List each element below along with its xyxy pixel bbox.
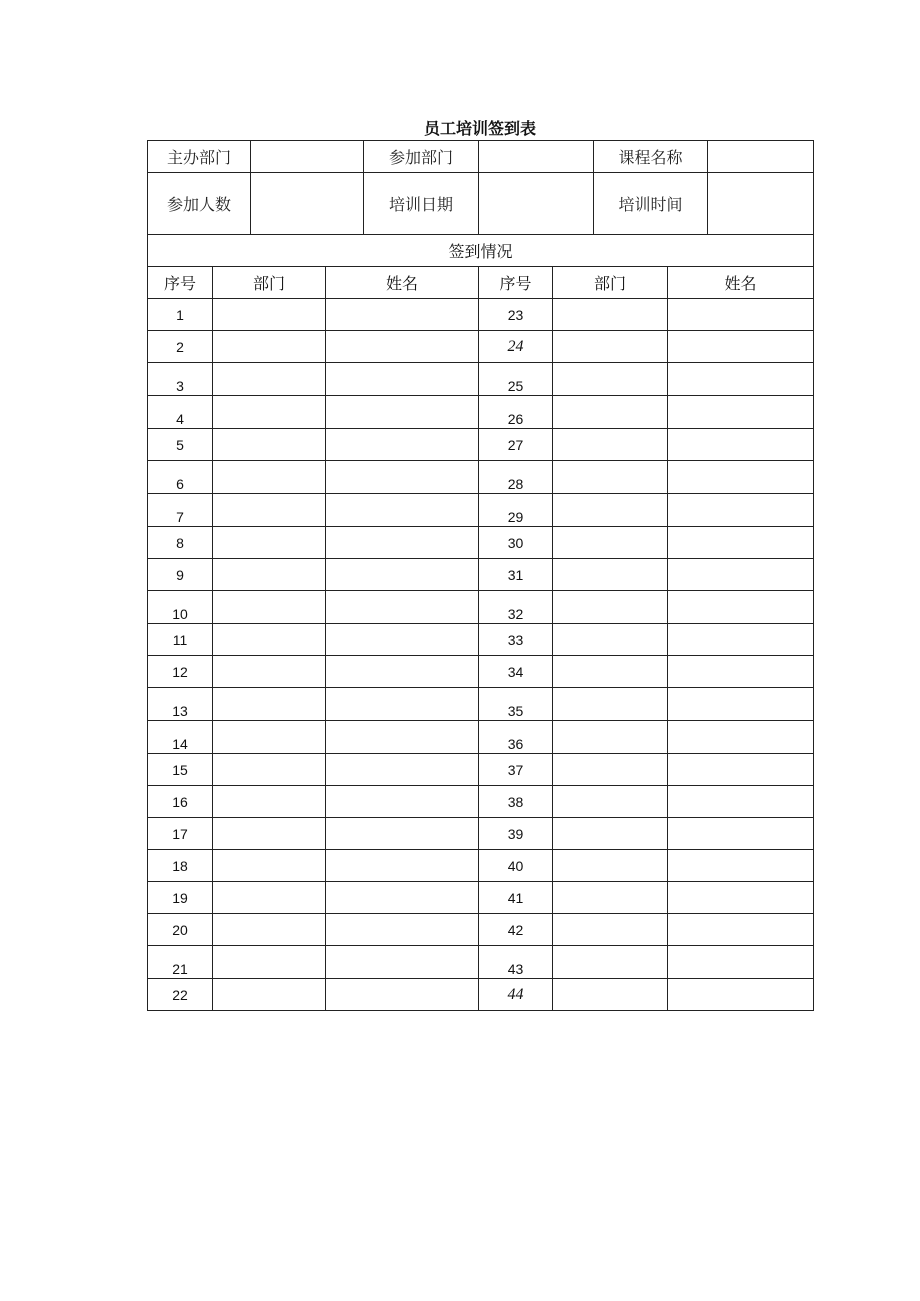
- row-number-right: 38: [479, 786, 553, 818]
- table-row: [148, 721, 814, 754]
- row-number-right: 32: [479, 591, 553, 624]
- attendee-count-field[interactable]: [251, 173, 364, 235]
- table-row: [148, 331, 814, 363]
- name-field-left[interactable]: [326, 624, 479, 656]
- name-field-right[interactable]: [668, 850, 814, 882]
- course-name-label: 课程名称: [594, 141, 708, 173]
- attendee-count-label: 参加人数: [148, 173, 251, 235]
- dept-field-left[interactable]: [213, 721, 326, 754]
- training-date-label: 培训日期: [364, 173, 479, 235]
- dept-field-left[interactable]: [213, 688, 326, 721]
- row-number-left: 20: [148, 914, 213, 946]
- dept-field-left[interactable]: [213, 429, 326, 461]
- dept-field-left[interactable]: [213, 527, 326, 559]
- row-number-left: 5: [148, 429, 213, 461]
- name-field-left[interactable]: [326, 786, 479, 818]
- name-field-right[interactable]: [668, 721, 814, 754]
- dept-field-right[interactable]: [553, 299, 668, 331]
- name-field-right[interactable]: [668, 591, 814, 624]
- name-field-right[interactable]: [668, 946, 814, 979]
- row-number-right: 30: [479, 527, 553, 559]
- name-field-left[interactable]: [326, 754, 479, 786]
- dept-field-left[interactable]: [213, 850, 326, 882]
- row-number-left: 19: [148, 882, 213, 914]
- row-number-left: 11: [148, 624, 213, 656]
- name-field-right[interactable]: [668, 624, 814, 656]
- row-number-left: 13: [148, 688, 213, 721]
- name-field-right[interactable]: [668, 688, 814, 721]
- row-number-right: 31: [479, 559, 553, 591]
- row-number-right: 29: [479, 494, 553, 527]
- dept-field-right[interactable]: [553, 363, 668, 396]
- dept-field-left[interactable]: [213, 656, 326, 688]
- table-row: [148, 786, 814, 818]
- table-row: [148, 591, 814, 624]
- row-number-right: 36: [479, 721, 553, 754]
- dept-field-right[interactable]: [553, 754, 668, 786]
- name-field-right[interactable]: [668, 299, 814, 331]
- name-field-right[interactable]: [668, 754, 814, 786]
- page-title: 员工培训签到表: [423, 119, 536, 138]
- row-number-right: 26: [479, 396, 553, 429]
- dept-field-left[interactable]: [213, 946, 326, 979]
- table-row: [148, 527, 814, 559]
- name-field-left[interactable]: [326, 946, 479, 979]
- name-field-right[interactable]: [668, 527, 814, 559]
- col-header-right-name: 姓名: [668, 267, 814, 299]
- dept-field-left[interactable]: [213, 624, 326, 656]
- dept-field-left[interactable]: [213, 818, 326, 850]
- dept-field-right[interactable]: [553, 979, 668, 1011]
- dept-field-right[interactable]: [553, 624, 668, 656]
- row-number-left: 16: [148, 786, 213, 818]
- training-time-field[interactable]: [708, 173, 814, 235]
- name-field-left[interactable]: [326, 818, 479, 850]
- table-row: [148, 559, 814, 591]
- dept-field-left[interactable]: [213, 299, 326, 331]
- row-number-right: 39: [479, 818, 553, 850]
- dept-field-left[interactable]: [213, 591, 326, 624]
- dept-field-right[interactable]: [553, 721, 668, 754]
- col-header-right-no: 序号: [479, 267, 553, 299]
- row-number-right: 24: [479, 331, 553, 363]
- row-number-left: 2: [148, 331, 213, 363]
- dept-field-left[interactable]: [213, 331, 326, 363]
- name-field-left[interactable]: [326, 979, 479, 1011]
- name-field-right[interactable]: [668, 979, 814, 1011]
- dept-field-left[interactable]: [213, 979, 326, 1011]
- dept-field-left[interactable]: [213, 396, 326, 429]
- table-row: [148, 363, 814, 396]
- row-number-right: 44: [479, 979, 553, 1011]
- table-row: [148, 461, 814, 494]
- dept-field-left[interactable]: [213, 786, 326, 818]
- participant-dept-field[interactable]: [479, 141, 594, 173]
- table-row: [148, 914, 814, 946]
- row-number-right: 25: [479, 363, 553, 396]
- dept-field-left[interactable]: [213, 559, 326, 591]
- header-row-1: [148, 141, 814, 173]
- table-row: [148, 494, 814, 527]
- dept-field-right[interactable]: [553, 591, 668, 624]
- row-number-left: 9: [148, 559, 213, 591]
- name-field-right[interactable]: [668, 429, 814, 461]
- dept-field-right[interactable]: [553, 461, 668, 494]
- dept-field-right[interactable]: [553, 786, 668, 818]
- dept-field-right[interactable]: [553, 850, 668, 882]
- course-name-field[interactable]: [708, 141, 814, 173]
- dept-field-right[interactable]: [553, 429, 668, 461]
- row-number-left: 1: [148, 299, 213, 331]
- row-number-right: 41: [479, 882, 553, 914]
- col-header-right-dept: 部门: [553, 267, 668, 299]
- row-number-right: 33: [479, 624, 553, 656]
- col-header-left-name: 姓名: [326, 267, 479, 299]
- name-field-right[interactable]: [668, 331, 814, 363]
- table-row: [148, 429, 814, 461]
- table-row: [148, 624, 814, 656]
- table-row: [148, 299, 814, 331]
- row-number-left: 22: [148, 979, 213, 1011]
- name-field-right[interactable]: [668, 494, 814, 527]
- name-field-right[interactable]: [668, 396, 814, 429]
- row-number-right: 43: [479, 946, 553, 979]
- row-number-left: 3: [148, 363, 213, 396]
- dept-field-right[interactable]: [553, 396, 668, 429]
- table-row: [148, 818, 814, 850]
- name-field-left[interactable]: [326, 914, 479, 946]
- dept-field-right[interactable]: [553, 527, 668, 559]
- dept-field-right[interactable]: [553, 331, 668, 363]
- row-number-right: 28: [479, 461, 553, 494]
- name-field-right[interactable]: [668, 786, 814, 818]
- dept-field-right[interactable]: [553, 688, 668, 721]
- sign-in-sheet: [147, 140, 813, 1011]
- row-number-left: 17: [148, 818, 213, 850]
- name-field-right[interactable]: [668, 559, 814, 591]
- dept-field-right[interactable]: [553, 818, 668, 850]
- name-field-right[interactable]: [668, 882, 814, 914]
- name-field-right[interactable]: [668, 656, 814, 688]
- participant-dept-label: 参加部门: [364, 141, 479, 173]
- name-field-right[interactable]: [668, 818, 814, 850]
- row-number-left: 4: [148, 396, 213, 429]
- table-row: [148, 882, 814, 914]
- col-header-left-no: 序号: [148, 267, 213, 299]
- row-number-left: 7: [148, 494, 213, 527]
- dept-field-right[interactable]: [553, 494, 668, 527]
- data-rows: [148, 299, 814, 1011]
- section-title: 签到情况: [148, 235, 814, 267]
- table-row: [148, 688, 814, 721]
- header-row-2: [148, 173, 814, 235]
- training-time-label: 培训时间: [594, 173, 708, 235]
- column-header-row: [148, 267, 814, 299]
- dept-field-left[interactable]: [213, 461, 326, 494]
- row-number-left: 18: [148, 850, 213, 882]
- row-number-left: 6: [148, 461, 213, 494]
- dept-field-left[interactable]: [213, 494, 326, 527]
- organizer-field[interactable]: [251, 141, 364, 173]
- name-field-left[interactable]: [326, 299, 479, 331]
- row-number-left: 15: [148, 754, 213, 786]
- name-field-left[interactable]: [326, 527, 479, 559]
- row-number-right: 40: [479, 850, 553, 882]
- name-field-left[interactable]: [326, 850, 479, 882]
- name-field-right[interactable]: [668, 914, 814, 946]
- name-field-left[interactable]: [326, 688, 479, 721]
- dept-field-left[interactable]: [213, 914, 326, 946]
- row-number-right: 23: [479, 299, 553, 331]
- name-field-left[interactable]: [326, 396, 479, 429]
- table-row: [148, 946, 814, 979]
- name-field-left[interactable]: [326, 721, 479, 754]
- name-field-left[interactable]: [326, 494, 479, 527]
- name-field-right[interactable]: [668, 461, 814, 494]
- table-row: [148, 754, 814, 786]
- name-field-left[interactable]: [326, 559, 479, 591]
- name-field-left[interactable]: [326, 429, 479, 461]
- dept-field-right[interactable]: [553, 656, 668, 688]
- organizer-label: 主办部门: [148, 141, 251, 173]
- dept-field-right[interactable]: [553, 559, 668, 591]
- dept-field-right[interactable]: [553, 946, 668, 979]
- table-row: [148, 656, 814, 688]
- name-field-right[interactable]: [668, 363, 814, 396]
- row-number-left: 14: [148, 721, 213, 754]
- table-row: [148, 396, 814, 429]
- name-field-left[interactable]: [326, 882, 479, 914]
- name-field-left[interactable]: [326, 656, 479, 688]
- table-row: [148, 850, 814, 882]
- row-number-right: 34: [479, 656, 553, 688]
- row-number-left: 8: [148, 527, 213, 559]
- dept-field-left[interactable]: [213, 363, 326, 396]
- section-row: [148, 235, 814, 267]
- name-field-left[interactable]: [326, 331, 479, 363]
- row-number-left: 21: [148, 946, 213, 979]
- row-number-right: 37: [479, 754, 553, 786]
- table-row: [148, 979, 814, 1011]
- row-number-left: 10: [148, 591, 213, 624]
- row-number-right: 27: [479, 429, 553, 461]
- name-field-left[interactable]: [326, 461, 479, 494]
- name-field-left[interactable]: [326, 363, 479, 396]
- row-number-right: 42: [479, 914, 553, 946]
- dept-field-left[interactable]: [213, 882, 326, 914]
- row-number-right: 35: [479, 688, 553, 721]
- name-field-left[interactable]: [326, 591, 479, 624]
- row-number-left: 12: [148, 656, 213, 688]
- sign-in-table: [147, 140, 814, 1011]
- col-header-left-dept: 部门: [213, 267, 326, 299]
- dept-field-left[interactable]: [213, 754, 326, 786]
- training-date-field[interactable]: [479, 173, 594, 235]
- dept-field-right[interactable]: [553, 882, 668, 914]
- dept-field-right[interactable]: [553, 914, 668, 946]
